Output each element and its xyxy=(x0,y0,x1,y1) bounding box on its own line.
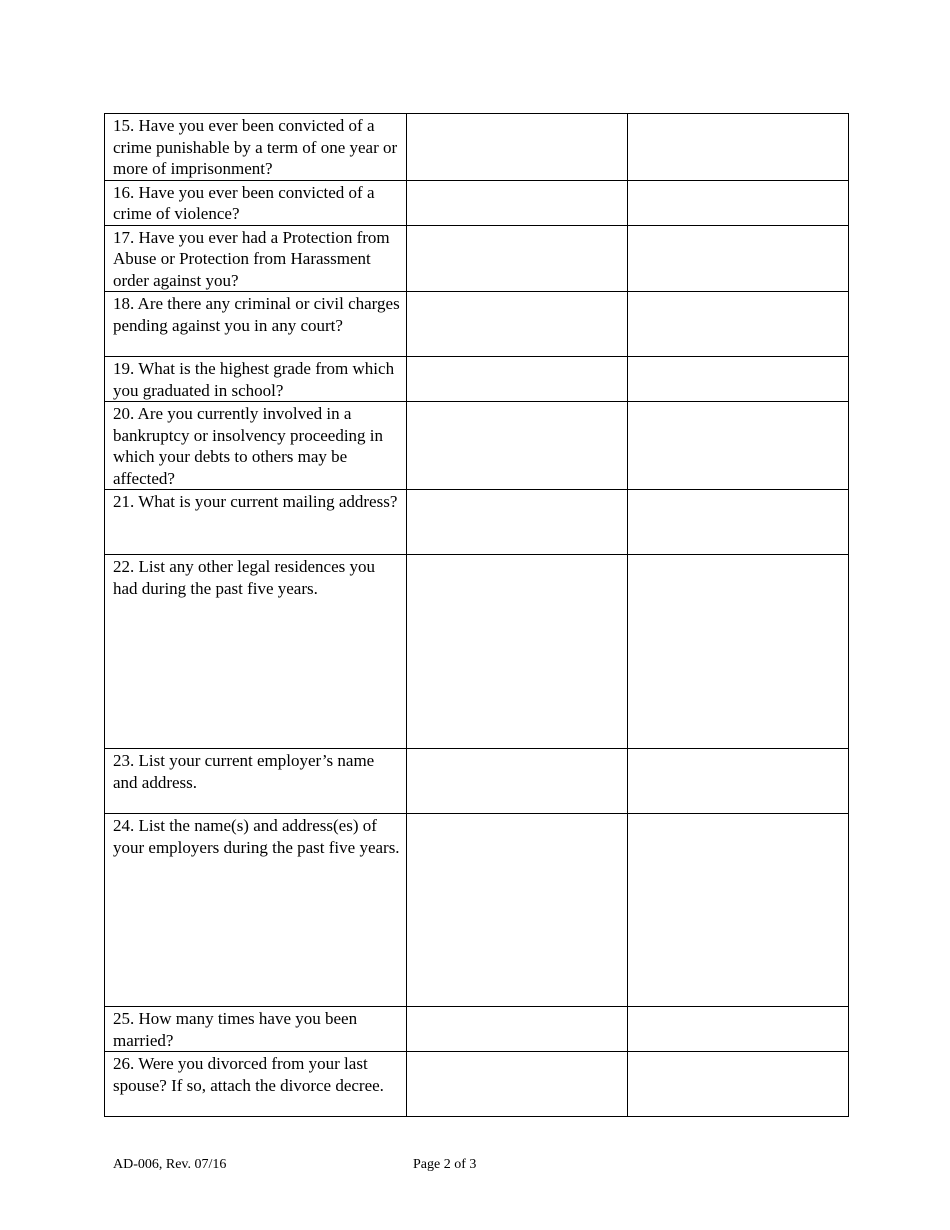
question-text: 26. Were you divorced from your last spouse? If so, attach the divorce decree. xyxy=(113,1054,384,1095)
question-cell xyxy=(105,1007,407,1052)
answer-field-1[interactable] xyxy=(407,402,628,490)
answer-field-1[interactable] xyxy=(407,749,628,814)
answer-field-1[interactable] xyxy=(407,1052,628,1117)
question-row-22 xyxy=(105,555,849,749)
answer-field-2[interactable] xyxy=(628,225,849,292)
question-cell xyxy=(105,292,407,357)
answer-field-2[interactable] xyxy=(628,814,849,1007)
question-text: 16. Have you ever been convicted of a crime of violence? xyxy=(113,182,375,223)
question-cell xyxy=(105,749,407,814)
question-cell xyxy=(105,357,407,402)
answer-field-1[interactable] xyxy=(407,180,628,225)
answer-field-2[interactable] xyxy=(628,749,849,814)
question-cell xyxy=(105,1052,407,1117)
answer-field-1[interactable] xyxy=(407,292,628,357)
question-text: 19. What is the highest grade from which you graduated in school? xyxy=(113,359,395,400)
answer-field-1[interactable] xyxy=(407,490,628,555)
question-text: 17. Have you ever had a Protection from Abuse or Protection from Harassment order against you? xyxy=(113,227,390,290)
question-row-15 xyxy=(105,114,849,181)
question-row-25 xyxy=(105,1007,849,1052)
question-text: 21. What is your current mailing address? xyxy=(113,492,398,511)
questionnaire-table xyxy=(104,113,849,1117)
answer-field-2[interactable] xyxy=(628,490,849,555)
form-id-footer: AD-006, Rev. 07/16 xyxy=(113,1157,227,1172)
answer-field-2[interactable] xyxy=(628,292,849,357)
question-row-19 xyxy=(105,357,849,402)
question-cell xyxy=(105,114,407,181)
question-text: 24. List the name(s) and address(es) of your employers during the past five years. xyxy=(113,816,400,857)
question-row-23 xyxy=(105,749,849,814)
question-row-24 xyxy=(105,814,849,1007)
questionnaire-rows xyxy=(105,114,849,1117)
answer-field-1[interactable] xyxy=(407,225,628,292)
question-row-20 xyxy=(105,402,849,490)
answer-field-1[interactable] xyxy=(407,357,628,402)
answer-field-1[interactable] xyxy=(407,814,628,1007)
answer-field-2[interactable] xyxy=(628,1007,849,1052)
answer-field-2[interactable] xyxy=(628,180,849,225)
answer-field-1[interactable] xyxy=(407,1007,628,1052)
question-cell xyxy=(105,180,407,225)
question-row-16 xyxy=(105,180,849,225)
question-cell xyxy=(105,402,407,490)
answer-field-2[interactable] xyxy=(628,357,849,402)
question-text: 22. List any other legal residences you had during the past five years. xyxy=(113,557,376,598)
question-cell xyxy=(105,555,407,749)
question-cell xyxy=(105,490,407,555)
question-row-18 xyxy=(105,292,849,357)
page-number-footer: Page 2 of 3 xyxy=(413,1157,477,1172)
question-text: 15. Have you ever been convicted of a crime punishable by a term of one year or more of imprisonment? xyxy=(113,116,398,178)
question-cell xyxy=(105,814,407,1007)
answer-field-1[interactable] xyxy=(407,555,628,749)
question-row-17 xyxy=(105,225,849,292)
answer-field-2[interactable] xyxy=(628,555,849,749)
question-text: 20. Are you currently involved in a bankruptcy or insolvency proceeding in which your debts to others may be affected? xyxy=(113,404,384,488)
question-row-21 xyxy=(105,490,849,555)
question-text: 18. Are there any criminal or civil charges pending against you in any court? xyxy=(113,294,400,335)
question-text: 23. List your current employer’s name and address. xyxy=(113,751,375,792)
answer-field-2[interactable] xyxy=(628,402,849,490)
question-cell xyxy=(105,225,407,292)
answer-field-2[interactable] xyxy=(628,1052,849,1117)
answer-field-2[interactable] xyxy=(628,114,849,181)
question-row-26 xyxy=(105,1052,849,1117)
question-text: 25. How many times have you been married? xyxy=(113,1009,358,1050)
answer-field-1[interactable] xyxy=(407,114,628,181)
